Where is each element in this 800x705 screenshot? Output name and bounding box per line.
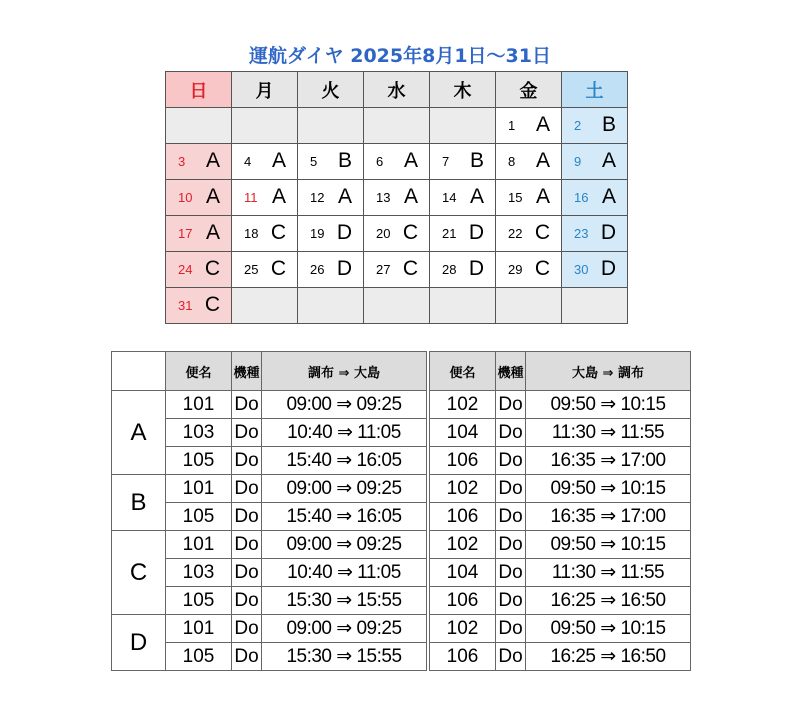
flight-number-in: 102 (430, 531, 496, 559)
flight-number-in: 106 (430, 587, 496, 615)
day-number: 22 (508, 226, 523, 241)
timetable-row (112, 447, 691, 475)
calendar-day-cell (298, 252, 364, 288)
pattern-label: D (112, 615, 166, 671)
aircraft-type-out: Do (232, 615, 262, 643)
timetable-row (112, 391, 691, 419)
calendar-week (166, 180, 628, 216)
calendar-day-cell (496, 252, 562, 288)
calendar-day-cell (232, 216, 298, 252)
aircraft-type-in: Do (496, 643, 526, 671)
calendar-day-cell (562, 252, 628, 288)
day-number: 7 (442, 154, 450, 169)
calendar-day-cell (232, 252, 298, 288)
schedule-pattern-letter: A (535, 113, 550, 136)
timetable-row (112, 503, 691, 531)
calendar-empty-cell (298, 288, 364, 324)
aircraft-type-out: Do (232, 447, 262, 475)
calendar-day-cell (232, 180, 298, 216)
aircraft-type-in: Do (496, 559, 526, 587)
calendar-day-cell (166, 288, 232, 324)
timetable-row (112, 559, 691, 587)
aircraft-type-out: Do (232, 587, 262, 615)
page-title: 運航ダイヤ 2025年8月1日～31日 (249, 45, 551, 67)
pattern-label: C (112, 531, 166, 615)
day-number: 21 (442, 226, 457, 241)
flight-number-in: 102 (430, 615, 496, 643)
schedule-pattern-letter: C (270, 221, 286, 244)
day-number: 3 (178, 154, 186, 169)
flight-number-out: 105 (166, 643, 232, 671)
day-number: 10 (178, 190, 193, 205)
day-number: 1 (508, 118, 516, 133)
calendar-week (166, 108, 628, 144)
timetable-row (112, 531, 691, 559)
time-in: 09:50 ⇒ 10:15 (526, 531, 691, 559)
calendar-weekday-row (166, 72, 628, 108)
timetable-row (112, 615, 691, 643)
schedule-pattern-letter: C (402, 257, 418, 280)
aircraft-type-in: Do (496, 587, 526, 615)
day-number: 16 (574, 190, 589, 205)
flight-number-in: 106 (430, 503, 496, 531)
schedule-pattern-letter: A (271, 185, 286, 208)
flight-number-out: 101 (166, 391, 232, 419)
time-in: 16:35 ⇒ 17:00 (526, 447, 691, 475)
calendar-empty-cell (232, 288, 298, 324)
schedule-pattern-letter: A (205, 149, 220, 172)
time-in: 11:30 ⇒ 11:55 (526, 559, 691, 587)
calendar-day-cell (232, 144, 298, 180)
calendar-empty-cell (430, 108, 496, 144)
schedule-pattern-letter: C (204, 293, 220, 316)
aircraft-type-out: Do (232, 419, 262, 447)
time-out: 09:00 ⇒ 09:25 (262, 531, 427, 559)
calendar-day-cell (298, 216, 364, 252)
day-number: 9 (574, 154, 582, 169)
weekday-header: 日 (166, 72, 232, 108)
calendar-day-cell (562, 144, 628, 180)
day-number: 5 (310, 154, 318, 169)
time-in: 16:25 ⇒ 16:50 (526, 643, 691, 671)
day-number: 24 (178, 262, 193, 277)
schedule-pattern-letter: C (534, 257, 550, 280)
day-number: 14 (442, 190, 457, 205)
flight-number-in: 104 (430, 559, 496, 587)
calendar-day-cell (496, 180, 562, 216)
day-number: 17 (178, 226, 193, 241)
aircraft-type-out: Do (232, 531, 262, 559)
schedule-pattern-letter: B (469, 149, 484, 172)
weekday-header: 水 (364, 72, 430, 108)
aircraft-type-in: Do (496, 391, 526, 419)
time-out: 15:30 ⇒ 15:55 (262, 643, 427, 671)
time-out: 10:40 ⇒ 11:05 (262, 419, 427, 447)
flight-number-out: 101 (166, 531, 232, 559)
aircraft-type-out: Do (232, 391, 262, 419)
calendar-week (166, 216, 628, 252)
header-type-out: 機種 (232, 352, 262, 391)
schedule-pattern-letter: A (337, 185, 352, 208)
flight-number-out: 101 (166, 615, 232, 643)
schedule-pattern-letter: A (403, 185, 418, 208)
calendar-day-cell (166, 252, 232, 288)
calendar-week (166, 144, 628, 180)
weekday-header: 木 (430, 72, 496, 108)
header-type-in: 機種 (496, 352, 526, 391)
schedule-pattern-letter: A (469, 185, 484, 208)
timetable-row (112, 419, 691, 447)
day-number: 6 (376, 154, 384, 169)
aircraft-type-out: Do (232, 503, 262, 531)
calendar-day-cell (562, 180, 628, 216)
calendar-empty-cell (430, 288, 496, 324)
flight-number-out: 103 (166, 419, 232, 447)
calendar-day-cell (430, 216, 496, 252)
calendar-week (166, 288, 628, 324)
schedule-pattern-letter: C (534, 221, 550, 244)
calendar-empty-cell (364, 108, 430, 144)
day-number: 4 (244, 154, 252, 169)
calendar-day-cell (298, 144, 364, 180)
time-out: 10:40 ⇒ 11:05 (262, 559, 427, 587)
day-number: 27 (376, 262, 391, 277)
timetable (111, 351, 691, 671)
schedule-pattern-letter: A (271, 149, 286, 172)
weekday-header: 火 (298, 72, 364, 108)
timetable-header (112, 352, 691, 391)
flight-number-out: 101 (166, 475, 232, 503)
header-route-in: 大島 ⇒ 調布 (526, 352, 691, 391)
calendar-empty-cell (562, 288, 628, 324)
time-in: 09:50 ⇒ 10:15 (526, 615, 691, 643)
header-blank (112, 352, 166, 391)
timetable-row (112, 643, 691, 671)
time-out: 09:00 ⇒ 09:25 (262, 475, 427, 503)
schedule-pattern-letter: B (601, 113, 616, 136)
weekday-header: 土 (562, 72, 628, 108)
day-number: 15 (508, 190, 523, 205)
calendar-day-cell (166, 216, 232, 252)
calendar-day-cell (166, 180, 232, 216)
flight-number-out: 103 (166, 559, 232, 587)
aircraft-type-in: Do (496, 503, 526, 531)
flight-number-out: 105 (166, 587, 232, 615)
schedule-pattern-letter: D (600, 257, 616, 280)
time-in: 11:30 ⇒ 11:55 (526, 419, 691, 447)
calendar-day-cell (496, 108, 562, 144)
calendar-empty-cell (496, 288, 562, 324)
timetable-row (112, 587, 691, 615)
aircraft-type-in: Do (496, 419, 526, 447)
schedule-pattern-letter: D (336, 221, 352, 244)
time-out: 09:00 ⇒ 09:25 (262, 391, 427, 419)
calendar-day-cell (364, 252, 430, 288)
flight-number-out: 105 (166, 503, 232, 531)
time-in: 16:25 ⇒ 16:50 (526, 587, 691, 615)
flight-number-out: 105 (166, 447, 232, 475)
flight-number-in: 106 (430, 447, 496, 475)
calendar-day-cell (496, 216, 562, 252)
weekday-header: 金 (496, 72, 562, 108)
time-out: 09:00 ⇒ 09:25 (262, 615, 427, 643)
schedule-pattern-letter: C (204, 257, 220, 280)
calendar-empty-cell (232, 108, 298, 144)
schedule-pattern-letter: D (336, 257, 352, 280)
calendar-day-cell (562, 108, 628, 144)
day-number: 29 (508, 262, 523, 277)
day-number: 26 (310, 262, 325, 277)
header-flight-out: 便名 (166, 352, 232, 391)
schedule-pattern-letter: D (468, 257, 484, 280)
schedule-pattern-letter: D (468, 221, 484, 244)
aircraft-type-out: Do (232, 559, 262, 587)
header-route-out: 調布 ⇒ 大島 (262, 352, 427, 391)
flight-number-in: 106 (430, 643, 496, 671)
calendar-day-cell (496, 144, 562, 180)
aircraft-type-out: Do (232, 643, 262, 671)
calendar-day-cell (364, 144, 430, 180)
aircraft-type-in: Do (496, 531, 526, 559)
schedule-pattern-letter: A (535, 185, 550, 208)
calendar-day-cell (364, 216, 430, 252)
calendar-body (166, 72, 628, 324)
day-number: 2 (574, 118, 582, 133)
time-out: 15:40 ⇒ 16:05 (262, 447, 427, 475)
day-number: 13 (376, 190, 391, 205)
day-number: 20 (376, 226, 391, 241)
day-number: 12 (310, 190, 325, 205)
calendar (165, 71, 628, 324)
day-number: 25 (244, 262, 259, 277)
aircraft-type-out: Do (232, 475, 262, 503)
calendar-week (166, 252, 628, 288)
pattern-label: A (112, 391, 166, 475)
day-number: 30 (574, 262, 589, 277)
header-flight-in: 便名 (430, 352, 496, 391)
day-number: 31 (178, 298, 193, 313)
schedule-pattern-letter: A (535, 149, 550, 172)
day-number: 23 (574, 226, 589, 241)
calendar-day-cell (430, 144, 496, 180)
time-in: 09:50 ⇒ 10:15 (526, 391, 691, 419)
calendar-day-cell (166, 144, 232, 180)
calendar-empty-cell (166, 108, 232, 144)
day-number: 28 (442, 262, 457, 277)
calendar-empty-cell (298, 108, 364, 144)
calendar-day-cell (430, 252, 496, 288)
schedule-pattern-letter: D (600, 221, 616, 244)
schedule-pattern-letter: C (270, 257, 286, 280)
calendar-day-cell (364, 180, 430, 216)
day-number: 18 (244, 226, 259, 241)
day-number: 8 (508, 154, 516, 169)
calendar-day-cell (562, 216, 628, 252)
day-number: 19 (310, 226, 325, 241)
schedule-pattern-letter: A (205, 221, 220, 244)
day-number: 11 (244, 190, 258, 205)
time-in: 16:35 ⇒ 17:00 (526, 503, 691, 531)
time-in: 09:50 ⇒ 10:15 (526, 475, 691, 503)
aircraft-type-in: Do (496, 615, 526, 643)
schedule-pattern-letter: A (601, 185, 616, 208)
calendar-empty-cell (364, 288, 430, 324)
aircraft-type-in: Do (496, 475, 526, 503)
calendar-day-cell (430, 180, 496, 216)
schedule-pattern-letter: C (402, 221, 418, 244)
schedule-pattern-letter: A (601, 149, 616, 172)
weekday-header: 月 (232, 72, 298, 108)
timetable-body (112, 352, 691, 671)
calendar-day-cell (298, 180, 364, 216)
schedule-pattern-letter: A (403, 149, 418, 172)
pattern-label: B (112, 475, 166, 531)
flight-number-in: 102 (430, 391, 496, 419)
schedule-pattern-letter: A (205, 185, 220, 208)
timetable-row (112, 475, 691, 503)
schedule-pattern-letter: B (337, 149, 352, 172)
aircraft-type-in: Do (496, 447, 526, 475)
time-out: 15:30 ⇒ 15:55 (262, 587, 427, 615)
flight-number-in: 102 (430, 475, 496, 503)
flight-number-in: 104 (430, 419, 496, 447)
time-out: 15:40 ⇒ 16:05 (262, 503, 427, 531)
